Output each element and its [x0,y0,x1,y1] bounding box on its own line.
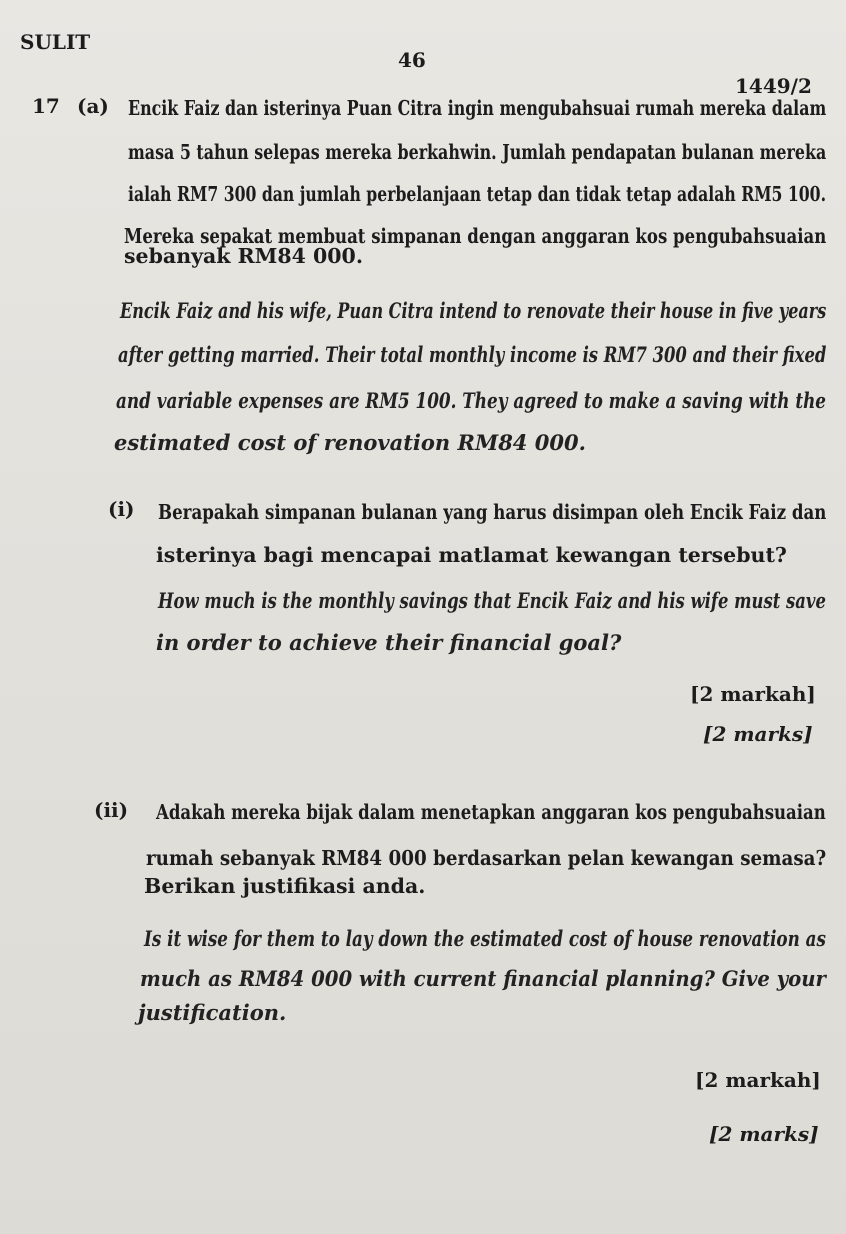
part-i-label: (i) [108,497,135,521]
text-line: Encik Faiz and his wife, Puan Citra intend to renovate their house in five years [120,298,827,323]
text-line: Berapakah simpanan bulanan yang harus disimpan oleh Encik Faiz dan [158,500,827,524]
part-i-marks-english: [2 marks] [703,722,813,746]
text-line: Is it wise for them to lay down the estimated cost of house renovation as [144,926,826,951]
text-line: much as RM84 000 with current financial planning? Give your [140,966,826,991]
text-line: masa 5 tahun selepas mereka berkahwin. Jumlah pendapatan bulanan mereka [128,140,827,164]
part-i-marks-malay: [2 markah] [690,682,816,706]
part-ii-marks-malay: [2 markah] [695,1068,821,1092]
text-line: sebanyak RM84 000. [124,244,363,268]
question-part-label: (a) [77,94,109,118]
sulit-label: SULIT [20,30,91,54]
text-line: isterinya bagi mencapai matlamat kewangan tersebut? [156,543,787,567]
text-line: in order to achieve their financial goal? [156,630,622,655]
text-line: Encik Faiz dan isterinya Puan Citra ingin mengubahsuai rumah mereka dalam [128,96,827,120]
question-number: 17 [32,94,60,118]
paper-code: 1449/2 [735,74,812,98]
text-line: and variable expenses are RM5 100. They agreed to make a saving with the [116,388,827,413]
page-number: 46 [398,48,426,72]
text-line: Adakah mereka bijak dalam menetapkan anggaran kos pengubahsuaian [156,800,826,824]
text-line: justification. [138,1000,287,1025]
text-line: after getting married. Their total monthly income is RM7 300 and their fixed [118,342,827,367]
text-line: Mereka sepakat membuat simpanan dengan anggaran kos pengubahsuaian [124,224,827,248]
text-line: How much is the monthly savings that Encik Faiz and his wife must save [158,588,826,613]
part-ii-label: (ii) [94,798,129,822]
text-line: Berikan justifikasi anda. [144,874,426,898]
text-line: estimated cost of renovation RM84 000. [114,430,586,455]
part-ii-marks-english: [2 marks] [709,1122,819,1146]
text-line: ialah RM7 300 dan jumlah perbelanjaan tetap dan tidak tetap adalah RM5 100. [128,182,827,206]
text-line: rumah sebanyak RM84 000 berdasarkan pelan kewangan semasa? [146,846,827,870]
